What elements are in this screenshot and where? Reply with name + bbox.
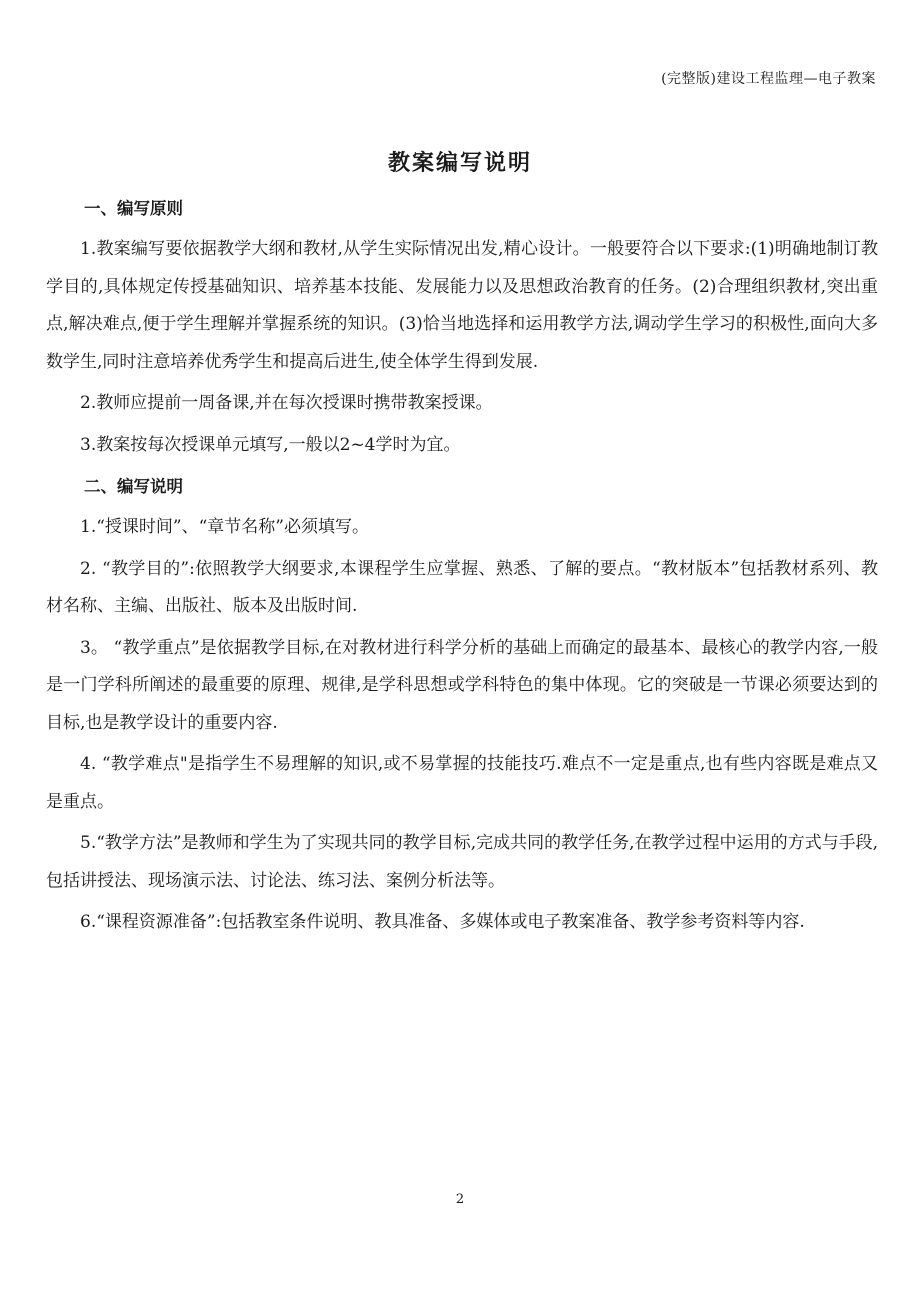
paragraph: 2.教师应提前一周备课,并在每次授课时携带教案授课。 xyxy=(80,393,493,413)
paragraph: 3。 “教学重点”是依据教学目标,在对教材进行科学分析的基础上而确定的最基本、最核心的教学内容,一般是一门学科所阐述的最重要的原理、规律,是学科思想或学科特色的集中体现。它的突破是一节课必须要达到的目标,也是教学设计的重要内容. xyxy=(46,637,878,733)
running-header: (完整版)建设工程监理—电子教案 xyxy=(661,71,876,87)
section-heading: 二、编写说明 xyxy=(84,477,183,496)
section-principles xyxy=(46,190,878,464)
paragraph: 6.“课程资源准备”:包括教室条件说明、教具准备、多媒体或电子教案准备、教学参考资料等内容. xyxy=(80,912,805,932)
paragraph: 1.教案编写要依据教学大纲和教材,从学生实际情况出发,精心设计。一般要符合以下要求:(1)明确地制订教学目的,具体规定传授基础知识、培养基本技能、发展能力以及思想政治教育的任务。(2)合理组织教材,突出重点,解决难点,便于学生理解并掌握系统的知识。(3)恰当地选择和运用教学方法,调动学生学习的积极性,面向大多数学生,同时注意培养优秀学生和提高后进生,使全体学生得到发展. xyxy=(46,239,878,372)
paragraph: 1.“授课时间”、“章节名称”必须填写。 xyxy=(80,517,369,537)
paragraph: 4. “教学难点"是指学生不易理解的知识,或不易掌握的技能技巧.难点不一定是重点,也有些内容既是难点又是重点。 xyxy=(46,754,878,812)
page-number: 2 xyxy=(455,1192,465,1207)
document-body xyxy=(46,190,878,942)
paragraph: 3.教案按每次授课单元填写,一般以2~4学时为宜。 xyxy=(80,434,461,455)
section-instructions xyxy=(46,468,878,942)
paragraph: 5.“教学方法”是教师和学生为了实现共同的教学目标,完成共同的教学任务,在教学过程中运用的方式与手段,包括讲授法、现场演示法、讨论法、练习法、案例分析法等。 xyxy=(46,833,878,891)
paragraph: 2. “教学目的”:依照教学大纲要求,本课程学生应掌握、熟悉、了解的要点。“教材版本”包括教材系列、教材名称、主编、出版社、版本及出版时间. xyxy=(46,558,878,616)
page-title: 教案编写说明 xyxy=(387,150,532,176)
section-heading: 一、编写原则 xyxy=(84,199,183,218)
